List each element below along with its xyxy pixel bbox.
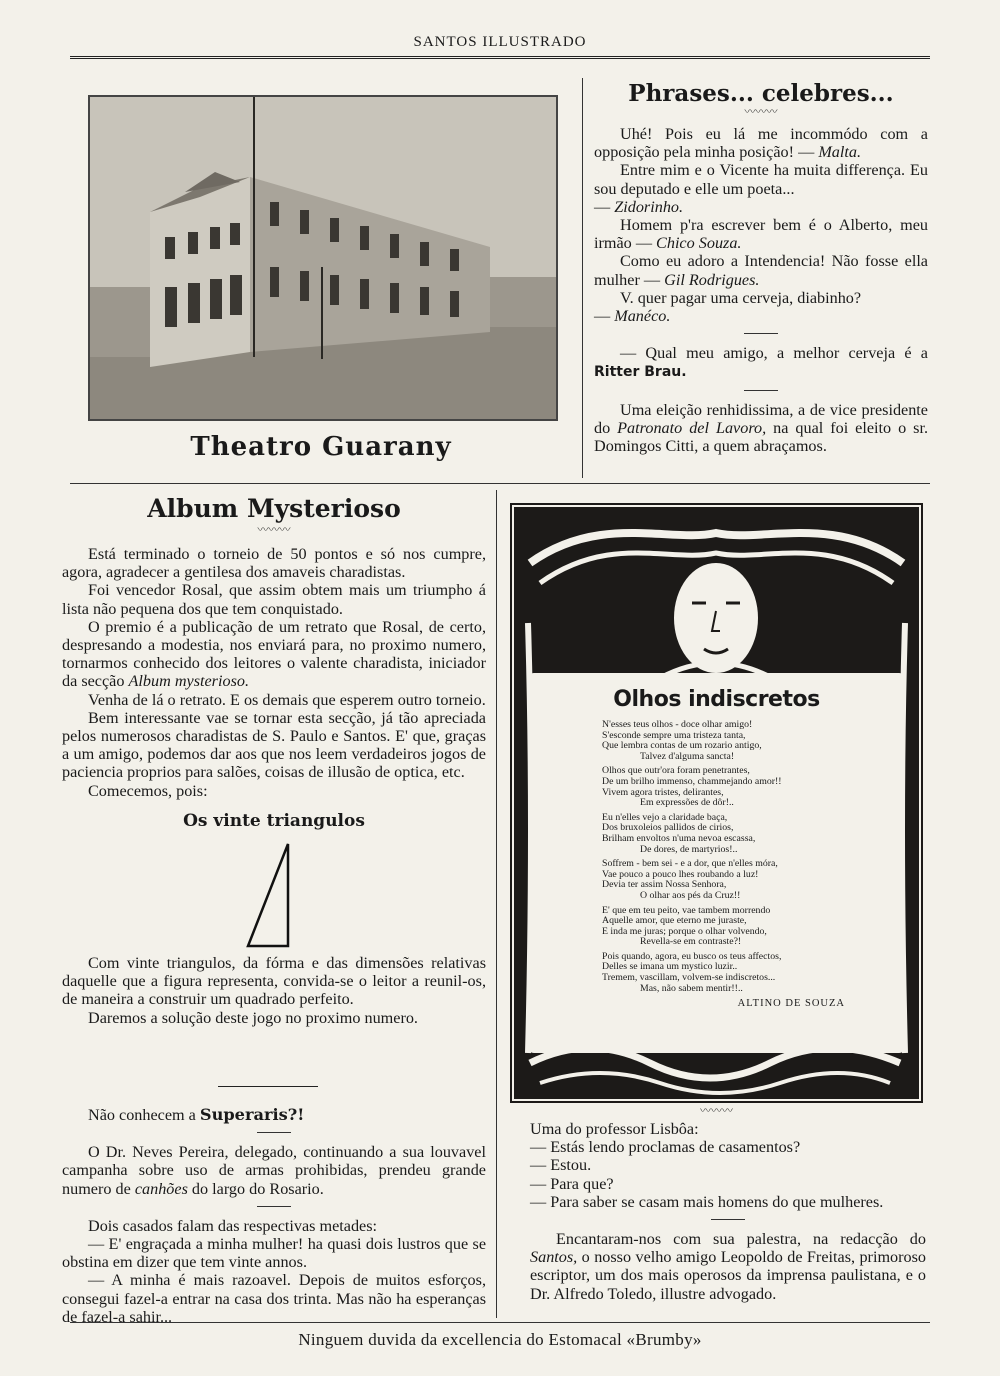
neves-text: O Dr. Neves Pereira, delegado, continuando a sua louvavel campanha sobre uso de armas prohibidas, prendeu grande numero de	[62, 1143, 486, 1198]
album-title: Album Mysterioso	[147, 494, 401, 523]
poem-line: Pois quando, agora, eu busco os teus affectos,	[602, 950, 782, 962]
running-head: SANTOS ILLUSTRADO	[413, 34, 587, 50]
poem-line: Eu n'elles vejo a claridade baça,	[602, 811, 728, 823]
poem-body	[602, 720, 905, 994]
poem-author: ALTINO DE SOUZA	[737, 998, 845, 1010]
phrase-2-author: Zidorinho.	[614, 197, 684, 216]
poem-line: Revella-se em contraste?!	[640, 936, 742, 948]
poem-line: E' que em teu peito, vae tambem morrendo	[602, 904, 771, 916]
triangle-figure	[62, 842, 486, 954]
poem-line: S'esconde sempre uma tristeza tanta,	[602, 729, 746, 741]
album-section	[62, 494, 486, 1027]
superaris-question: Não conhecem a	[88, 1106, 196, 1124]
divider	[711, 1219, 745, 1220]
phrase-2: Entre mim e o Vicente ha muita differença. Eu sou deputado e elle um poeta...	[594, 161, 928, 198]
ornament: 〰〰〰	[700, 1105, 733, 1117]
phrase-3-author: Chico Souza.	[656, 234, 742, 253]
poem-line: Vivem agora tristes, delirantes,	[602, 786, 724, 798]
poem-frame	[510, 503, 923, 1103]
divider	[218, 1086, 318, 1087]
poem-line: Devia ter assim Nossa Senhora,	[602, 879, 727, 891]
photo-caption: Theatro Guarany	[190, 432, 452, 462]
ornament: 〰〰〰	[257, 524, 291, 536]
poem-line: N'esses teus olhos - doce olhar amigo!	[602, 719, 753, 730]
casados-intro: Dois casados falam das respectivas metades:	[88, 1216, 378, 1235]
footer-advert: Ninguem duvida da excellencia do Estomacal «Brumby»	[298, 1330, 702, 1349]
poem-line: Mas, não sabem mentir!!..	[640, 982, 743, 994]
poem-line: Delles se imana um mystico luzir..	[602, 961, 738, 973]
lisboa-line-3: — Para que?	[530, 1174, 614, 1193]
album-p4: Venha de lá o retrato. E os demais que esperem outro torneio.	[88, 690, 486, 709]
divider	[257, 1132, 291, 1133]
lisboa-line-2: — Estou.	[530, 1156, 592, 1175]
theatre-photo	[88, 95, 558, 421]
phrase-5: V. quer pagar uma cerveja, diabinho?	[620, 288, 862, 307]
beer-brand: Ritter Brau.	[594, 364, 687, 381]
album-p7: Com vinte triangulos, da fórma e das dimensões relativas daquelle que a figura representa, convida-se o leitor a reunil-os, de maneira a construir um quadrado perfeito.	[62, 954, 486, 1009]
phrase-1-author: Malta.	[818, 143, 862, 162]
neves-rest: do largo do Rosario.	[191, 1179, 324, 1198]
phrase-4: Como eu adoro a Intendencia! Não fosse ella mulher	[594, 252, 928, 289]
superaris-brand: Superaris?!	[199, 1105, 305, 1124]
album-p6: Comecemos, pois:	[88, 781, 208, 800]
casados-2: — A minha é mais razoavel. Depois de muitos esforços, consegui fazel-a entrar na casa dos trinta. Mas não ha esperanças de fazel-a sahir...	[62, 1271, 486, 1326]
lisboa-intro: Uma do professor Lisbôa:	[530, 1120, 699, 1138]
phrase-1: Uhé! Pois eu lá me incommódo com a opposição pela minha posição!	[594, 125, 928, 162]
divider	[744, 333, 778, 334]
misc-right	[530, 1120, 926, 1303]
poem-line: De dores, de martyrios!..	[640, 843, 738, 855]
enc-rest: o nosso velho amigo Leopoldo de Freitas, primoroso escriptor, um dos mais operosos da imprensa paulistana, e o Dr. Alfredo Toledo, illustre advogado.	[530, 1248, 927, 1303]
album-p5: Bem interessante vae se tornar esta secção, já tão apreciada pelos numerosos charadistas de S. Paulo e Santos. E' que, graças a um amigo, podemos dar aos que nos leem verdadeiros jogos de paciencia proprios para salões, coisas de illusão de optica, etc.	[62, 708, 486, 782]
phrases-title: Phrases... celebres...	[628, 80, 894, 107]
poem-panel	[528, 673, 905, 1053]
poem-line: Em expressões de dôr!..	[640, 797, 734, 809]
phrase-5-author: Manéco.	[614, 307, 671, 326]
triangles-subtitle: Os vinte triangulos	[183, 810, 365, 831]
album-p3-em: Album mysterioso.	[128, 672, 250, 691]
poem-line: De um brilho immenso, chammejando amor!!	[602, 775, 782, 787]
poem-line: Tremem, vascillam, volvem-se indiscretos...	[602, 972, 776, 984]
enc-text: Encantaram-nos com sua palestra, na redacção do	[556, 1230, 926, 1249]
poem-line: Brilham envoltos n'uma nevoa escassa,	[602, 832, 756, 844]
section-rule	[70, 483, 930, 484]
divider	[744, 390, 778, 391]
album-p1: Está terminado o torneio de 50 pontos e só nos cumpre, agora, agradecer a gentilesa dos amaveis charadistas.	[62, 545, 486, 582]
album-text	[62, 545, 486, 1027]
poem-line: E inda me juras; porque o olhar volvendo,	[602, 925, 767, 937]
election-org: Patronato del Lavoro,	[617, 418, 767, 437]
ornament: 〰〰〰	[744, 106, 778, 118]
lisboa-line-4: — Para saber se casam mais homens do que mulheres.	[530, 1192, 884, 1211]
phrase-3: Homem p'ra escrever bem é o Alberto, meu irmão	[594, 216, 928, 253]
misc-left	[62, 1106, 486, 1326]
poem-title: Olhos indiscretos	[613, 687, 820, 712]
poem-line: Olhos que outr'ora foram penetrantes,	[602, 765, 750, 777]
poem-line: Aquelle amor, que eterno me juraste,	[602, 915, 747, 927]
poem-line: Vae pouco a pouco lhes roubando a luz!	[602, 868, 759, 880]
footer-rule	[70, 1322, 930, 1323]
election-rest: na qual foi eleito o sr. Domingos Citti, a quem abraçamos.	[594, 418, 929, 456]
poem-line: Soffrem - bem sei - e a dor, que n'elles móra,	[602, 858, 778, 870]
poem-line: Dos bruxoleios pallidos de cirios,	[602, 822, 734, 834]
divider	[257, 1206, 291, 1207]
column-divider-bottom	[496, 490, 497, 1318]
election-text: Uma eleição renhidissima, a de vice presidente do	[594, 400, 928, 437]
neves-em: canhões	[134, 1179, 188, 1198]
building-illustration	[90, 97, 556, 419]
lisboa-line-1: — Estás lendo proclamas de casamentos?	[530, 1138, 801, 1157]
triangle-icon	[244, 842, 304, 950]
poem-line: Que lembra contas de um rozario antigo,	[602, 740, 762, 752]
column-divider-top	[582, 78, 583, 478]
phrases-section	[594, 80, 928, 455]
album-p3: O premio é a publicação de um retrato que Rosal, de certo, despresando a modestia, nos enviará para, no proximo numero, tornarmos conhecido dos leitores o valente charadista, iniciador da secção	[62, 617, 486, 691]
album-p8: Daremos a solução deste jogo no proximo numero.	[88, 1008, 418, 1027]
phrases-text: Uhé! Pois eu lá me incommódo com a opposição pela minha posição! — Malta. Entre mim e o Vicente ha muita differença. Eu sou deputado e elle um poeta... — Zidorinho. Homem p'ra escrever bem é o Alberto, meu irmão — Chico Souza. Como eu adoro a Intendencia! Não fosse ella mulher — Gil Rodrigues. V. quer pagar uma cerveja, diabinho? — Manéco. — Qual meu amigo, a melhor cerveja é a Ritter Brau. Uma eleição renhidissima, a de vice presidente do Patronato del Lavoro, na qual foi eleito o sr. Domingos Citti, a quem abraçamos.	[594, 125, 929, 456]
casados-1: — E' engraçada a minha mulher! ha quasi dois lustros que se obstina em dizer que tem vinte annos.	[62, 1235, 486, 1272]
poem-line: Talvez d'alguma sancta!	[640, 750, 735, 762]
enc-em: Santos,	[530, 1248, 578, 1267]
album-p2: Foi vencedor Rosal, que assim obtem mais um triumpho á lista não pequena dos que tem conquistado.	[62, 581, 486, 618]
header-rule	[70, 56, 930, 59]
phrase-4-author: Gil Rodrigues.	[664, 270, 760, 289]
beer-text: — Qual meu amigo, a melhor cerveja é a	[620, 344, 928, 363]
poem-line: O olhar aos pés da Cruz!!	[640, 889, 741, 901]
